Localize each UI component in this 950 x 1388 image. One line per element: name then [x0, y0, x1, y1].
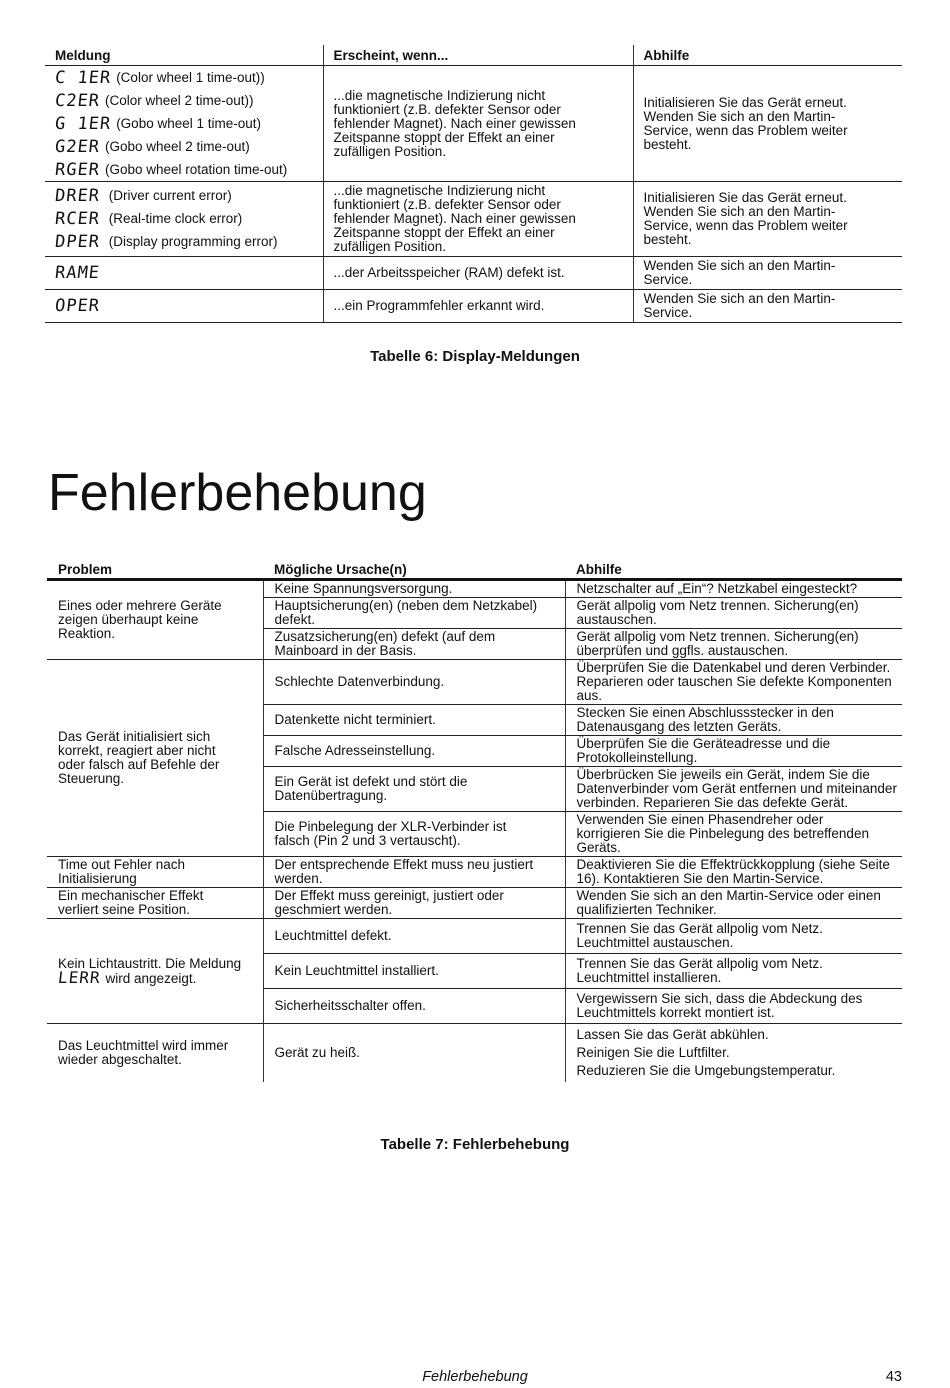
remedy-cell: Gerät allpolig vom Netz trennen. Sicherung(en) überprüfen und ggfls. austauschen. — [565, 629, 902, 660]
cause-cell: Die Pinbelegung der XLR-Verbinder ist falsch (Pin 2 und 3 vertauscht). — [263, 812, 565, 857]
table-row — [47, 888, 902, 919]
remedy-cell: Initialisieren Sie das Gerät erneut. Wenden Sie sich an den Martin-Service, wenn das Problem weiter besteht. — [633, 66, 902, 182]
message-description: (Color wheel 1 time-out)) — [116, 69, 265, 85]
cause-cell: Datenkette nicht terminiert. — [263, 705, 565, 736]
header-appears-when: Erscheint, wenn... — [323, 45, 633, 66]
page-number: 43 — [885, 1369, 902, 1385]
display-code: OPER — [53, 295, 102, 316]
problem-cell: Time out Fehler nach Initialisierung — [47, 857, 263, 888]
cause-cell: Hauptsicherung(en) (neben dem Netzkabel) defekt. — [263, 598, 565, 629]
table-row — [47, 857, 902, 888]
cause-cell: ...ein Programmfehler erkannt wird. — [323, 290, 633, 323]
cause-cell: Sicherheitsschalter offen. — [263, 989, 565, 1024]
cause-cell: Keine Spannungsversorgung. — [263, 580, 565, 598]
remedy-cell: Überbrücken Sie jeweils ein Gerät, indem Sie die Datenverbinder vom Gerät entfernen und miteinander verbinden. Reparieren Sie das defekte Gerät. — [565, 767, 902, 812]
message-item — [55, 135, 323, 158]
table-7-caption: Tabelle 7: Fehlerbehebung — [380, 1136, 570, 1153]
table-row — [47, 919, 902, 954]
display-code: RGER — [53, 159, 102, 180]
header-remedy: Abhilfe — [633, 45, 902, 66]
remedy-line: Lassen Sie das Gerät abkühlen. — [576, 1027, 769, 1042]
display-messages-table — [45, 45, 902, 323]
problem-cell: Eines oder mehrere Geräte zeigen überhaupt keine Reaktion. — [47, 580, 263, 660]
display-code: RCER — [53, 209, 102, 229]
problem-cell: Das Gerät initialisiert sich korrekt, reagiert aber nicht oder falsch auf Befehle der Steuerung. — [47, 660, 263, 857]
header-message: Meldung — [45, 45, 323, 66]
message-description: (Driver current error) — [108, 188, 232, 203]
header-cause: Mögliche Ursache(n) — [263, 560, 565, 580]
remedy-cell: Wenden Sie sich an den Martin-Service. — [633, 290, 902, 323]
message-cell — [45, 257, 323, 290]
message-item — [55, 231, 323, 254]
table-6-caption: Tabelle 6: Display-Meldungen — [370, 348, 580, 365]
cause-cell: ...die magnetische Indizierung nicht funktioniert (z.B. defekter Sensor oder fehlender Magnet). Nach einer gewissen Zeitspanne stoppt der Effekt an einer zufälligen Position. — [323, 66, 633, 182]
remedy-cell: Verwenden Sie einen Phasendreher oder korrigieren Sie die Pinbelegung des betreffenden Geräts. — [565, 812, 902, 857]
problem-text-tail: wird angezeigt. — [105, 970, 197, 986]
message-description: (Color wheel 2 time-out)) — [104, 92, 254, 108]
remedy-cell: Wenden Sie sich an den Martin-Service oder einen qualifizierten Techniker. — [565, 888, 902, 919]
message-description: (Gobo wheel rotation time-out) — [104, 161, 288, 177]
problem-cell: Ein mechanischer Effekt verliert seine Position. — [47, 888, 263, 919]
problem-cell: Das Leuchtmittel wird immer wieder abgeschaltet. — [58, 1038, 229, 1067]
remedy-cell: Wenden Sie sich an den Martin-Service. — [633, 257, 902, 290]
cause-cell: Leuchtmittel defekt. — [263, 919, 565, 954]
remedy-cell: Trennen Sie das Gerät allpolig vom Netz. Leuchtmittel installieren. — [565, 954, 902, 989]
cause-cell: Falsche Adresseinstellung. — [263, 736, 565, 767]
remedy-cell: Initialisieren Sie das Gerät erneut. Wenden Sie sich an den Martin-Service, wenn das Problem weiter besteht. — [633, 182, 902, 257]
table-row — [47, 660, 902, 705]
header-problem: Problem — [47, 560, 263, 580]
display-code: DRER — [53, 186, 102, 206]
remedy-cell: Trennen Sie das Gerät allpolig vom Netz. Leuchtmittel austauschen. — [565, 919, 902, 954]
display-code: G 1ER — [53, 113, 113, 134]
message-item — [55, 158, 323, 181]
section-heading: Fehlerbehebung — [48, 464, 427, 522]
remedy-line: Reinigen Sie die Luftfilter. — [576, 1045, 730, 1060]
remedy-cell: Deaktivieren Sie die Effektrückkopplung (siehe Seite 16). Kontaktieren Sie den Martin-Service. — [565, 857, 902, 888]
remedy-cell: Vergewissern Sie sich, dass die Abdeckung des Leuchtmittels korrekt montiert ist. — [565, 989, 902, 1024]
message-description: (Gobo wheel 2 time-out) — [104, 138, 250, 154]
message-description: (Display programming error) — [108, 234, 278, 249]
message-cell — [45, 290, 323, 323]
problem-cell — [47, 919, 263, 1024]
remedy-cell — [565, 1024, 902, 1083]
message-item — [55, 66, 323, 89]
remedy-cell: Netzschalter auf „Ein“? Netzkabel eingesteckt? — [565, 580, 902, 598]
display-code: C2ER — [53, 90, 102, 111]
cause-cell: Kein Leuchtmittel installiert. — [263, 954, 565, 989]
header-remedy: Abhilfe — [565, 560, 902, 580]
cause-cell: Der Effekt muss gereinigt, justiert oder geschmiert werden. — [263, 888, 565, 919]
message-cell — [45, 66, 323, 182]
message-cell — [45, 182, 323, 257]
table-header-row — [47, 560, 902, 580]
table-row — [45, 257, 902, 290]
table-row — [45, 182, 902, 257]
problem-text: Kein Lichtaustritt. Die Meldung — [58, 955, 242, 971]
message-item — [55, 112, 323, 135]
remedy-cell: Überprüfen Sie die Geräteadresse und die Protokolleinstellung. — [565, 736, 902, 767]
footer-section-title: Fehlerbehebung — [422, 1369, 528, 1385]
cause-cell: Ein Gerät ist defekt und stört die Datenübertragung. — [263, 767, 565, 812]
message-item — [55, 89, 323, 112]
table-row — [45, 66, 902, 182]
cause-cell: Schlechte Datenverbindung. — [263, 660, 565, 705]
display-code: RAME — [53, 262, 102, 283]
cause-cell: ...die magnetische Indizierung nicht funktioniert (z.B. defekter Sensor oder fehlender Magnet). Nach einer gewissen Zeitspanne stoppt der Effekt an einer zufälligen Position. — [323, 182, 633, 257]
display-code: C 1ER — [53, 67, 113, 88]
table-row — [47, 580, 902, 598]
display-code: DPER — [53, 232, 102, 252]
table-row — [47, 1024, 902, 1083]
message-item — [55, 185, 323, 208]
cause-cell: Gerät zu heiß. — [263, 1024, 565, 1083]
table-header-row — [45, 45, 902, 66]
remedy-cell: Überprüfen Sie die Datenkabel und deren Verbinder. Reparieren oder tauschen Sie defekte Komponenten aus. — [565, 660, 902, 705]
remedy-line: Reduzieren Sie die Umgebungstemperatur. — [576, 1063, 836, 1078]
message-description: (Gobo wheel 1 time-out) — [116, 115, 262, 131]
message-item — [55, 208, 323, 231]
display-code: G2ER — [53, 136, 102, 157]
message-description: (Real-time clock error) — [108, 211, 243, 226]
cause-cell: Der entsprechende Effekt muss neu justiert werden. — [263, 857, 565, 888]
table-row — [45, 290, 902, 323]
cause-cell: ...der Arbeitsspeicher (RAM) defekt ist. — [323, 257, 633, 290]
troubleshooting-table — [47, 560, 902, 1082]
remedy-cell: Gerät allpolig vom Netz trennen. Sicherung(en) austauschen. — [565, 598, 902, 629]
display-code: LERR — [57, 967, 102, 987]
remedy-cell: Stecken Sie einen Abschlussstecker in den Datenausgang des letzten Geräts. — [565, 705, 902, 736]
cause-cell: Zusatzsicherung(en) defekt (auf dem Mainboard in der Basis. — [263, 629, 565, 660]
